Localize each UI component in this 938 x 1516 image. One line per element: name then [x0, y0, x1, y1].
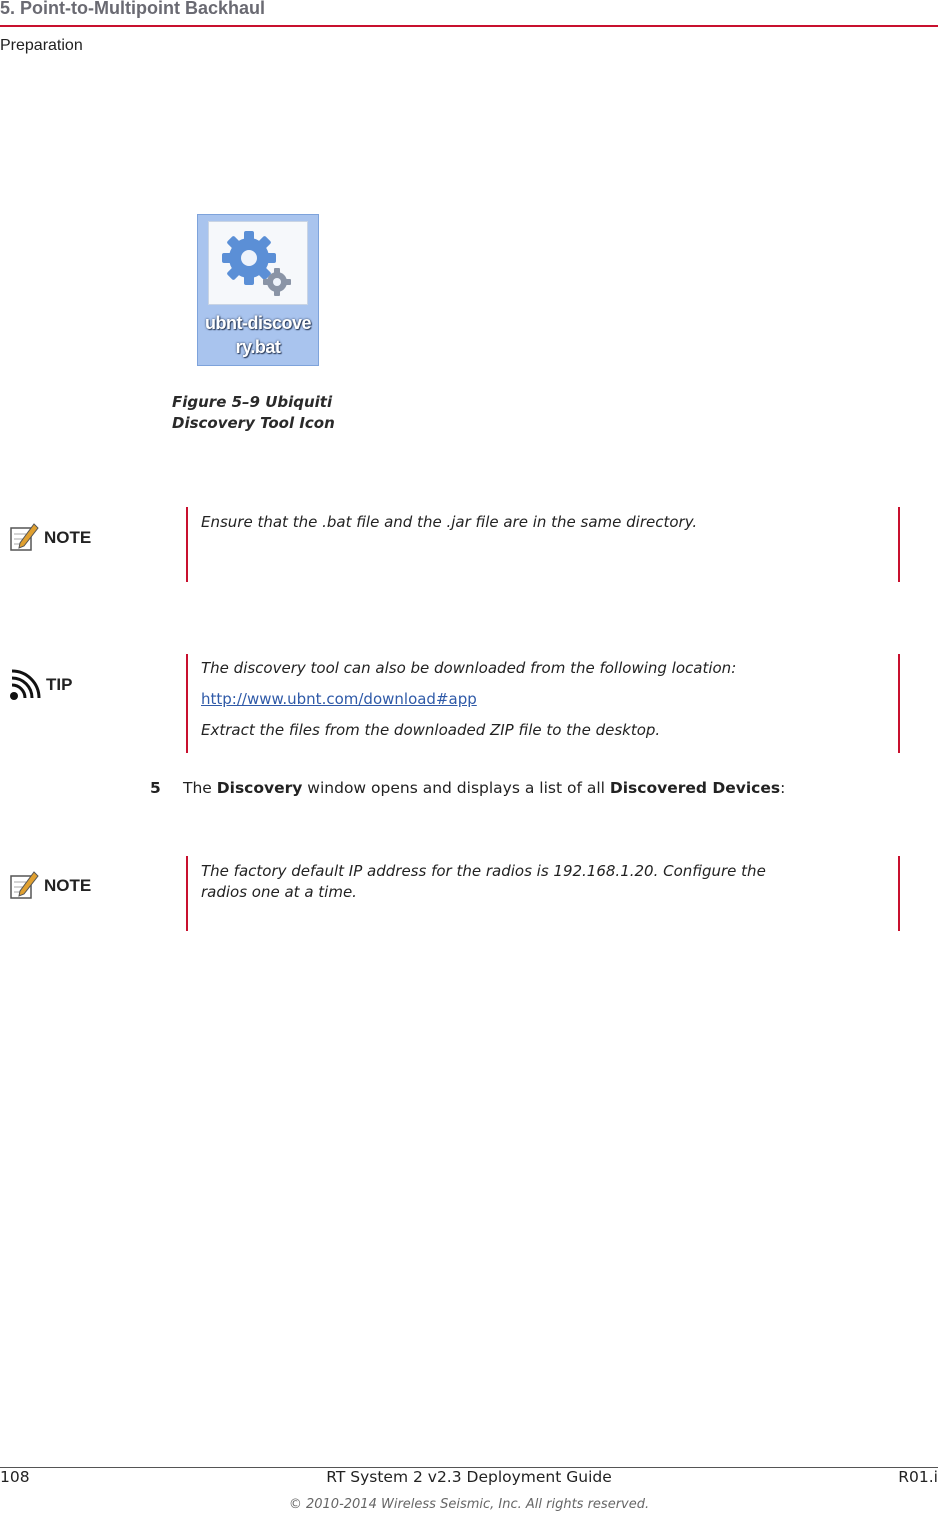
footer-copyright: © 2010-2014 Wireless Seismic, Inc. All rights reserved. [288, 1497, 650, 1512]
header-rule [0, 25, 938, 27]
chapter-title: 5. Point-to-Multipoint Backhaul [0, 0, 265, 18]
note-block-2 [0, 856, 938, 931]
note-right-rule [898, 507, 900, 582]
tip-text: The discovery tool can also be downloaded from the following location: http://www.ubnt.com/download#app Extract the files from the downloaded ZIP file to the desktop. [201, 659, 737, 739]
ubnt-discovery-desktop-icon[interactable] [197, 214, 319, 366]
discovery-window-name: Discovery [216, 779, 303, 797]
note-pencil-icon [8, 870, 40, 902]
note-left-rule [186, 507, 188, 582]
note2-left-rule [186, 856, 188, 931]
tip-right-rule [898, 654, 900, 753]
note-label-2: NOTE [8, 870, 91, 902]
batch-file-icon [208, 221, 308, 305]
note2-text: The factory default IP address for the radios is 192.168.1.20. Configure the radios one at a time. [201, 862, 766, 901]
tip-left-rule [186, 654, 188, 753]
note-pencil-icon [8, 522, 40, 554]
gears-icon [209, 222, 307, 304]
tip-label: TIP [8, 668, 72, 702]
figure-caption: Figure 5–9 Ubiquiti Discovery Tool Icon [172, 393, 335, 432]
tip-block [0, 654, 938, 753]
desktop-icon-label: ubnt-discove ry.bat [204, 313, 311, 357]
footer-revision: R01.i [898, 1468, 938, 1486]
note-text: Ensure that the .bat file and the .jar file are in the same directory. [201, 513, 698, 531]
section-title: Preparation [0, 37, 83, 54]
step-5: 5 The Discovery window opens and displays a list of all Discovered Devices: [150, 779, 786, 797]
note2-right-rule [898, 856, 900, 931]
discovered-devices-term: Discovered Devices [609, 779, 781, 797]
footer-page-number: 108 [0, 1468, 30, 1486]
note-block [0, 507, 938, 582]
footer-doc-title: RT System 2 v2.3 Deployment Guide [326, 1468, 612, 1486]
download-link[interactable]: http://www.ubnt.com/download#app [201, 690, 477, 708]
step-number: 5 [150, 779, 161, 797]
note-label: NOTE [8, 522, 91, 554]
tip-signal-icon [8, 668, 42, 702]
